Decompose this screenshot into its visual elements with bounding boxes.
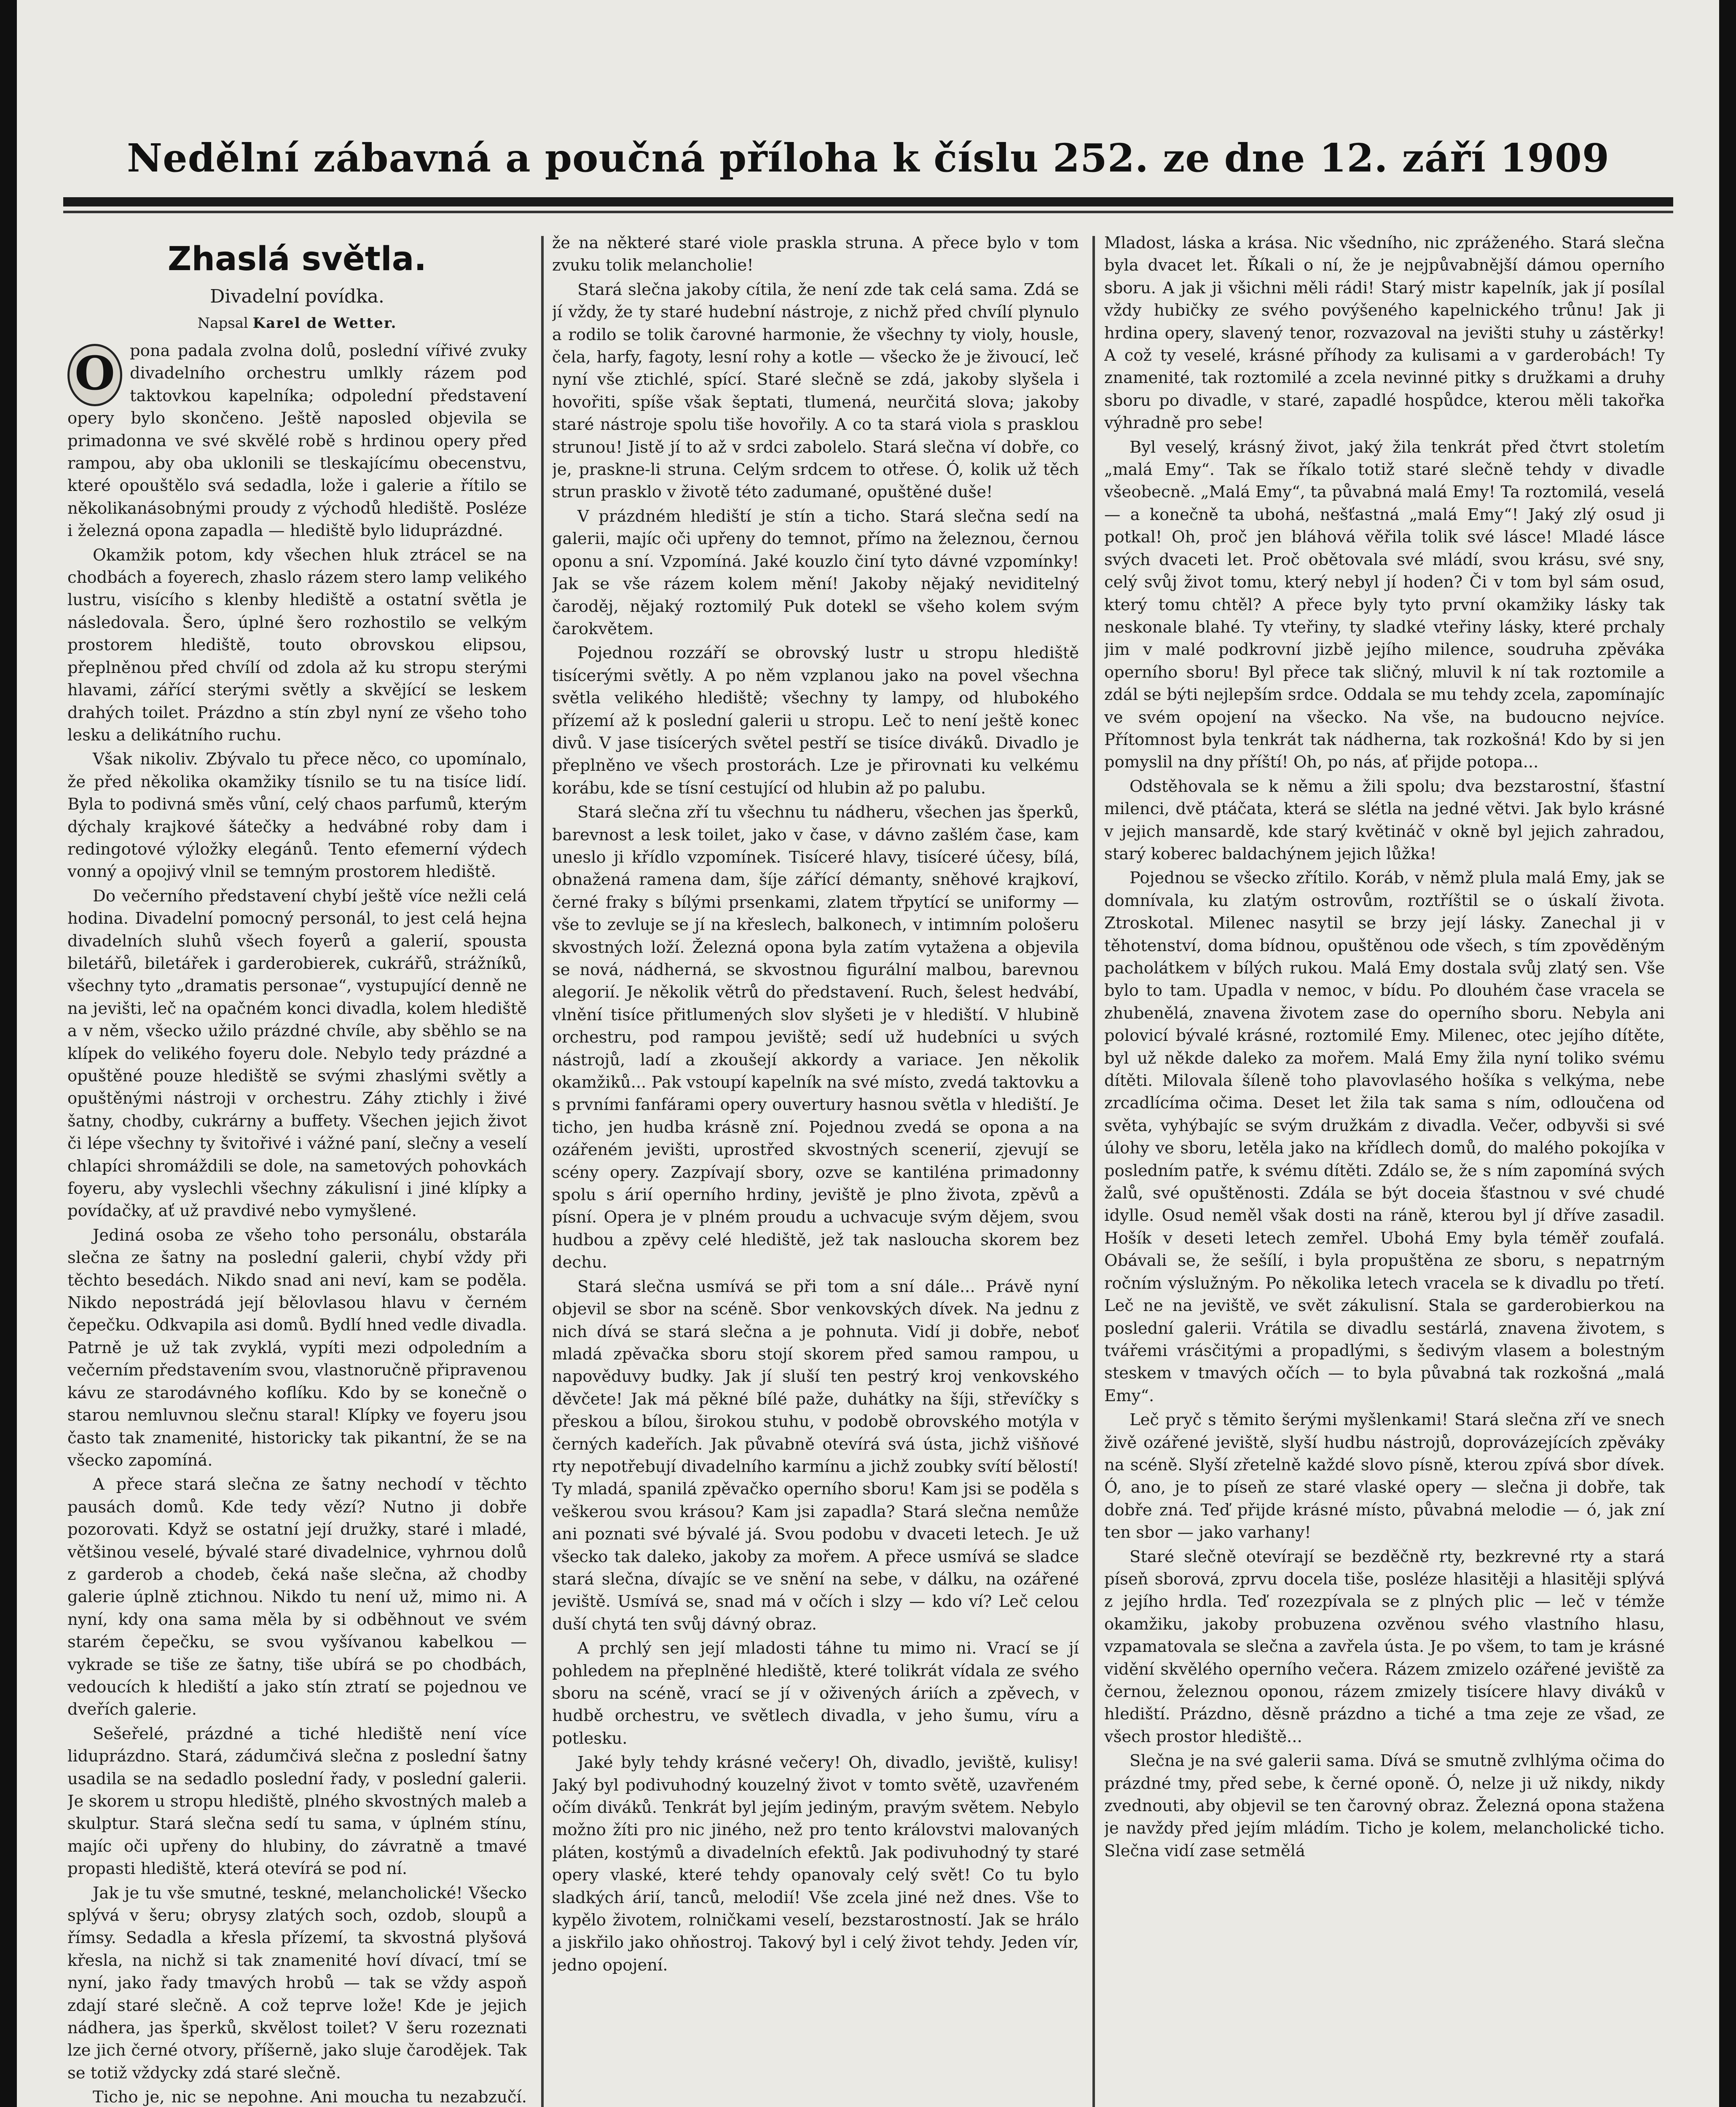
paragraph: Do večerního představení chybí ještě více nežli celá hodina. Divadelní pomocný personál, to jest celá hejna divadelních sluhů všech foyerů a galerií, spousta biletářů, biletářek i garderobierek, cukrářů, strážníků, všechny tyto „dramatis personae“, vystupující denně ne na jevišti, leč na opačném konci divadla, kolem hlediště a v něm, všecko užilo prázdné chvíle, aby sběhlo se na klípek do velikého foyeru dole. Nebylo tedy prázdné a opuštěné pouze hlediště se svými zhaslými světly a opuštěnými nástroji v orchestru. Záhy ztichly i živé šatny, chodby, cukrárny a buffety. Všechen jejich život či lépe všechny ty švitořivé i vážné paní, slečny a veselí chlapíci shromáždili se dole, na sametových pohovkách foyeru, aby vyslechli všechny zákulisní i jiné klípky a povídačky, ať už pravdivé nebo vymyšlené. <box>67 886 527 1221</box>
column-2-text <box>552 232 1079 1976</box>
paragraph: Odstěhovala se k němu a žili spolu; dva bezstarostní, šťastní milenci, dvě ptáčata, která se slétla na jedné větvi. Jak bylo krásné v jejich mansardě, kde starý květináč v okně byl jejich zahradou, starý koberec baldachýnem jejich lůžka! <box>1104 777 1665 863</box>
paragraph: A přece stará slečna ze šatny nechodí v těchto pausách domů. Kde tedy vězí? Nutno ji dobře pozorovati. Když se ostatní její družky, staré i mladé, většinou veselé, bývalé staré divadelnice, vyhrnou dolů z garderob a chodeb, čeká naše slečna, až chodby galerie úplně ztichnou. Nikdo tu není už, mimo ni. A nyní, kdy ona sama měla by si odběhnout ve svém starém čepečku, se svou vyšívanou kabelkou — vykrade se tiše ze šatny, tiše ubírá se po chodbách, vedoucích k hlediští a jako stín ztratí se pojednou ve dveřích galerie. <box>67 1475 527 1719</box>
drop-cap: O <box>67 344 122 406</box>
column-1 <box>67 232 527 2107</box>
paragraph: Stará slečna usmívá se při tom a sní dále... Právě nyní objevil se sbor na scéně. Sbor venkovských dívek. Na jednu z nich dívá se stará slečna a je pohnuta. Vidí ji dobře, neboť mladá zpěvačka sboru stojí skorem před samou rampou, u napověduvy budky. Jak jí sluší ten pestrý kroj venkovského děvčete! Jak má pěkné bílé paže, duhátky na šíji, střevíčky s přeskou a bílou, širokou stuhu, v podobě obrovského motýla v černých kadeřích. Jak půvabně otevírá svá ústa, jichž višňové rty nepotřebují divadelního karmínu a jichž zoubky svítí bělostí! Ty mladá, spanilá zpěvačko operního sboru! Kam jsi se poděla s veškerou svou krásou? Kam jsi zapadla? Stará slečna nemůže ani poznati své bývalé já. Svou podobu v dvaceti letech. Je už všecko tak daleko, jakoby za mořem. A přece usmívá se sladce stará slečna, dívajíc se ve snění na sebe, v dálku, na ozářené jeviště. Usmívá se, snad má v očích i slzy — kdo ví? Leč celou duší chytá ten svůj dávný obraz. <box>552 1277 1079 1634</box>
scan-edge-right <box>1719 0 1736 2107</box>
byline <box>67 311 527 335</box>
paragraph: Sešeřelé, prázdné a tiché hlediště není více liduprázdno. Stará, zádumčivá slečna z poslední šatny usadila se na sedadlo poslední řady, v poslední galerii. Je skorem u stropu hlediště, plného skvostných maleb a skulptur. Stará slečna sedí tu sama, v úplném stínu, majíc oči upřeny do hlubiny, do závratně a tmavé propasti hlediště, která otevírá se pod ní. <box>67 1724 527 1879</box>
column-separator <box>541 236 544 2107</box>
column-1-text <box>67 340 527 2107</box>
paragraph: Byl veselý, krásný život, jaký žila tenkrát před čtvrt stoletím „malá Emy“. Tak se říkalo totiž staré slečně tehdy v divadle všeobecně. „Malá Emy“, ta půvabná malá Emy! Ta roztomilá, veselá — a konečně ta ubohá, nešťastná „malá Emy“! Jaký zlý osud ji potkal! Oh, proč jen bláhová věřila tolik své lásce! Mladé lásce svých dvaceti let. Proč obětovala své mládí, svou krásu, své sny, celý svůj život tomu, který nebyl jí hoden? Či v tom byl sám osud, který tomu chtěl? A přece byly tyto první okamžiky lásky tak neskonale blahé. Ty vteřiny, ty sladké vteřiny lásky, které prchaly jim v malé podkrovní jizbě jejího milence, soudruha zpěváka operního sboru! Byl přece tak sličný, mluvil k ní tak roztomile a zdál se býti nejlepším srdce. Oddala se mu tehdy zcela, zapomínajíc ve svém opojení na všecko. Na vše, na budoucno nejvíce. Přítomnost byla tenkrát tak nádherna, tak rozkošná! Kdo by si jen pomyslil na dny příští! Oh, po nás, ať přijde potopa... <box>1104 437 1665 772</box>
column-separator <box>1092 236 1095 2107</box>
supplement-masthead: Nedělní zábavná a poučná příloha k číslu 252. ze dne 12. září 1909 <box>127 135 1610 181</box>
column-3 <box>1104 232 1665 2107</box>
column-3-text <box>1104 232 1665 1862</box>
paragraph: Však nikoliv. Zbývalo tu přece něco, co upomínalo, že před několika okamžiky tísnilo se tu na tisíce lidí. Byla to podivná směs vůní, celý chaos parfumů, kterým dýchaly krajkové šátečky a hedvábné roby dam i redingotové výložky elegánů. Tento efemerní výdech vonný a opojivý vlnil se temným prostorem hlediště. <box>67 750 527 882</box>
paragraph: Stará slečna zří tu všechnu tu nádheru, všechen jas šperků, barevnost a lesk toilet, jako v čase, v dávno zašlém čase, kam uneslo ji křídlo vzpomínek. Tisíceré hlavy, tisíceré účesy, bílá, obnažená ramena dam, šíje zářící démanty, sněhové krajkoví, černé fraky s bílými prsenkami, zlatem třpytící se uniformy — vše to zevluje se jí na křeslech, balkonech, v intimním pološeru skvostných loží. Železná opona byla zatím vytažena a objevila se nová, nádherná, se skvostnou figurální malbou, barevnou alegorií. Je několik větrů do představení. Ruch, šelest hedvábí, vlnění tisíce přitlumených slov slyšeti je v hlediští. V hlubině orchestru, pod rampou jeviště; sedí už hudebníci u svých nástrojů, ladí a zkoušejí akkordy a variace. Jen několik okamžiků... Pak vstoupí kapelník na své místo, zvedá taktovku a s prvními fanfárami opery ouvertury hasnou světla v hlediští. Je ticho, jen hudba krásně zní. Pojednou zvedá se opona a na ozářeném jevišti, uprostřed skvostných scenerií, zjevují se scény opery. Zazpívají sbory, ozve se kantiléna primadonny spolu s árií operního hrdiny, jeviště je plno života, zpěvů a písní. Opera je v plném proudu a uchvacuje svým dějem, svou hudbou a zpěvy celé hlediště, jež tak nasloucha skorem bez dechu. <box>552 803 1079 1272</box>
paragraph: pona padala zvolna dolů, poslední vířivé zvuky divadelního orchestru umlkly rázem pod taktovkou kapelníka; odpolední představení opery bylo skončeno. Ještě naposled objevila se primadonna ve své skvělé robě s hrdinou opery před rampou, aby oba uklonili se tleskajícímu obecenstvu, které opouštělo svá sedadla, lože i galerie a řítilo se několikanásobnými proudy z východů hlediště. Posléze i železná opona zapadla — hlediště bylo liduprázdné. <box>67 341 527 541</box>
byline-prefix: Napsal <box>197 315 248 332</box>
paragraph: Slečna je na své galerii sama. Dívá se smutně zvlhlýma očima do prázdné tmy, před sebe, k černé oponě. Ó, nelze ji už nikdy, nikdy zvednouti, aby objevil se ten čarovný obraz. Železná opona stažena je navždy před jejím mládím. Ticho je kolem, melancholické ticho. Slečna vidí zase setmělá <box>1104 1751 1665 1860</box>
masthead-rule-thick <box>63 197 1673 206</box>
paragraph: Mladost, láska a krása. Nic všedního, nic zpráženého. Stará slečna byla dvacet let. Říkali o ní, že je nejpůvabnější dámou operního sboru. A jak ji všichni měli rádi! Starý mistr kapelník, jak jí posílal vždy hubičky ze svého povýšeného kapelnického trůnu! Jak ji hrdina opery, slavený tenor, rozvazoval na jevišti stuhy u zástěrky! A což ty veselé, krásné příhody za kulisami a v garderobách! Ty znamenité, tak roztomilé a zcela nevinné pitky s družkami a druhy sboru po divadle, v staré, zapadlé hospůdce, kterou měli takořka výhradně pro sebe! <box>1104 233 1665 433</box>
paragraph: Pojednou se všecko zřítilo. Koráb, v němž plula malá Emy, jak se domnívala, ku zlatým ostrovům, roztříštil se o úskalí života. Ztroskotal. Milenec nasytil se brzy její lásky. Zanechal ji v těhotenství, doma bídnou, opuštěnou ode všech, s tím zpověděným pacholátkem v bílých rukou. Malá Emy dostala svůj zlatý sen. Vše bylo to tam. Upadla v nemoc, v bídu. Po dlouhém čase vracela se zhubenělá, znavena životem zase do operního sboru. Nebyla ani polovicí bývalé krásné, roztomilé Emy. Milenec, otec jejího dítěte, byl už někde daleko za mořem. Malá Emy žila nyní toliko svému dítěti. Milovala šíleně toho plavovlasého hošíka s velkýma, nebe zrcadlícíma očima. Deset let žila tak sama s ním, odloučena od světa, vyhýbajíc se svým družkám z divadla. Večer, odbyvši si své úlohy ve sboru, letěla jako na křídlech domů, do malého pokojíka v posledním patře, k svému dítěti. Zdálo se, že s ním zapomíná svých žalů, své opuštěnosti. Zdála se být doceia šťastnou v své chudé idylle. Osud neměl však dosti na ráně, kterou byl jí dříve zasadil. Hošík v deseti letech zemřel. Ubohá Emy byla téměř zoufalá. Obávali se, že sešílí, i byla propuštěna ze sboru, s nepatrným ročním výslužným. Po několika letech vracela se k divadlu po třetí. Leč ne na jeviště, ve svět zákulisní. Stala se garderobierkou na poslední galerii. Vrátila se divadlu sestárlá, znavena životem, s tvářemi vrásčitými a propadlými, s šedivým vlasem a bolestným steskem v tmavých očích — to byla půvabná tak rozkošná „malá Emy“. <box>1104 869 1665 1405</box>
author-name: Karel de Wetter. <box>252 315 397 332</box>
masthead-rule-thin <box>63 211 1673 213</box>
article-title: Zhaslá světla. <box>167 240 427 278</box>
paragraph: Jak je tu vše smutné, teskné, melancholické! Všecko splývá v šeru; obrysy zlatých soch, ozdob, sloupů a římsy. Sedadla a křesla přízemí, ta skvostná plyšová křesla, na nichž si tak znamenité hoví dívací, tmí se nyní, jako řady tmavých hrobů — tak se vždy aspoň zdají staré slečně. A což teprve lože! Kde je jejich nádhera, jas šperků, skvělost toilet? V šeru rozeznati lze jich černé otvory, příšerně, jako sluje čarodějek. Tak se totiž vždycky zdá staré slečně. <box>67 1883 527 2083</box>
paragraph: Ticho je, nic se nepohne. Ani moucha tu nezabzučí. <box>93 2088 527 2107</box>
paragraph: Leč pryč s těmito šerými myšlenkami! Stará slečna zří ve snech živě ozářené jeviště, slyší hudbu nástrojů, doprovázejících zpěváky na scéně. Slyší zřetelně každé slovo písně, kterou zpívá sbor dívek. Ó, ano, je to píseň ze staré vlaské opery — slečna ji dobře, tak dobře zná. Teď přijde krásné místo, půvabná melodie — ó, jak zní ten sbor — jako varhany! <box>1104 1410 1665 1542</box>
scan-edge-left <box>0 0 17 2107</box>
paragraph: Pojednou rozzáří se obrovský lustr u stropu hlediště tisícerými světly. A po něm vzplanou jako na povel všechna světla velikého hlediště; všechny ty lampy, od hlubokého přízemí až k poslední galerii u stropu. Leč to není ještě konec divů. V jase tisícerých světel pestří se tisíce diváků. Divadlo je přeplněno ve všech prostorách. Lze je přirovnati ku velkému korábu, kde se tísní cestující od hlubin až po palubu. <box>552 643 1079 798</box>
paragraph: Stará slečna jakoby cítila, že není zde tak celá sama. Zdá se jí vždy, že ty staré hudební nástroje, z nichž před chvílí plynulo a rodilo se tolik čarovné harmonie, že všechny ty violy, housle, čela, harfy, fagoty, lesní rohy a kotle — všecko že je živoucí, leč nyní vše ztichlé, spící. Staré slečně se zdá, jakoby slyšela i hovořiti, spíše však šeptati, tlumená, neurčitá slova; jakoby staré nástroje spolu tiše hovořily. A co ta stará viola s prasklou strunou! Jistě jí to až v srdci zabolelo. Stará slečna ví dobře, co je, praskne-li struna. Celým srdcem to otřese. Ó, kolik už těch strun prasklo v životě této zadumané, opuštěné duše! <box>552 280 1079 502</box>
paragraph: A prchlý sen její mladosti táhne tu mimo ni. Vrací se jí pohledem na přeplněné hlediště, které tolikrát vídala ze svého sboru na scéně, vrací se jí v oživených áriích a zpěvech, v hudbě orchestru, ve světlech divadla, v jeho šumu, víru a potlesku. <box>552 1639 1079 1748</box>
paragraph: Jaké byly tehdy krásné večery! Oh, divadlo, jeviště, kulisy! Jaký byl podivuhodný kouzelný život v tomto světě, uzavřeném očím diváků. Tenkrát byl jejím jediným, pravým světem. Nebylo možno žíti pro nic jiného, než pro tento královstvi malovaných pláten, kostýmů a divadelních efektů. Jak podivuhodný ty staré opery vlaské, které tehdy opanovaly celý svět! Co tu bylo sladkých árií, tanců, melodií! Vše zcela jiné než dnes. Vše to kypělo životem, rolničkami veselí, bezstarostností. Jak se hrálo a jiskřilo jako ohňostroj. Takový byl i celý život tehdy. Jeden vír, jedno opojení. <box>552 1753 1079 1975</box>
paragraph: Jediná osoba ze všeho toho personálu, obstarála slečna ze šatny na poslední galerii, chybí vždy při těchto besedách. Nikdo snad ani neví, kam se poděla. Nikdo nepostrádá její bělovlasou hlavu v černém čepečku. Odkvapila asi domů. Bydlí hned vedle divadla. Patrně je už tak zvyklá, vypíti mezi odpoledním a večerním představením svou, vlastnoručně připravenou kávu ze starodávného koflíku. Kdo by se konečně o starou nemluvnou slečnu staral! Klípky ve foyeru jsou často tak znamenité, historicky tak pikantní, že se na všecko zapomíná. <box>67 1225 527 1470</box>
paragraph: Staré slečně otevírají se bezděčně rty, bezkrevné rty a stará píseň sborová, zprvu docela tiše, posléze hlasitěji a hlasitěji splývá z jejího hrdla. Teď rozezpívala se z plných plic — leč v témže okamžiku, jakoby probuzena ozvěnou svého vlastního hlasu, vzpamatovala se slečna a zavřela ústa. Je po všem, to tam je krásné vidění skvělého operního večera. Rázem zmizelo ozářené jeviště za černou, železnou oponou, rázem zmizely tisícere hlavy diváků v hlediští. Prázdno, děsně prázdno a tiché a tma zeje ze všad, ze všech prostor hlediště... <box>1104 1547 1665 1746</box>
paragraph: Okamžik potom, kdy všechen hluk ztrácel se na chodbách a foyerech, zhaslo rázem stero lamp velikého lustru, visícího s klenby hlediště a ostatní světla je následovala. Šero, úplné šero rozhostilo se velkým prostorem hlediště, touto obrovskou elipsou, přeplněnou před chvílí od zdola až ku stropu sterými hlavami, zářící sterými světly a skvějící se leskem drahých toilet. Prázdno a stín zbyl nyní ze všeho toho lesku a delikátního ruchu. <box>67 545 527 745</box>
paragraph: V prázdném hlediští je stín a ticho. Stará slečna sedí na galerii, majíc oči upřeny do temnot, přímo na železnou, černou oponu a sní. Vzpomíná. Jaké kouzlo činí tyto dávné vzpomínky! Jak se vše rázem kolem mění! Jakoby nějaký neviditelný čaroděj, nějaký roztomilý Puk dotekl se všeho kolem svým čarokvětem. <box>552 507 1079 638</box>
paragraph: že na některé staré viole praskla struna. A přece bylo v tom zvuku tolik melancholie! <box>552 233 1079 275</box>
column-2 <box>552 232 1079 2107</box>
article-subtitle: Divadelní povídka. <box>210 286 384 307</box>
